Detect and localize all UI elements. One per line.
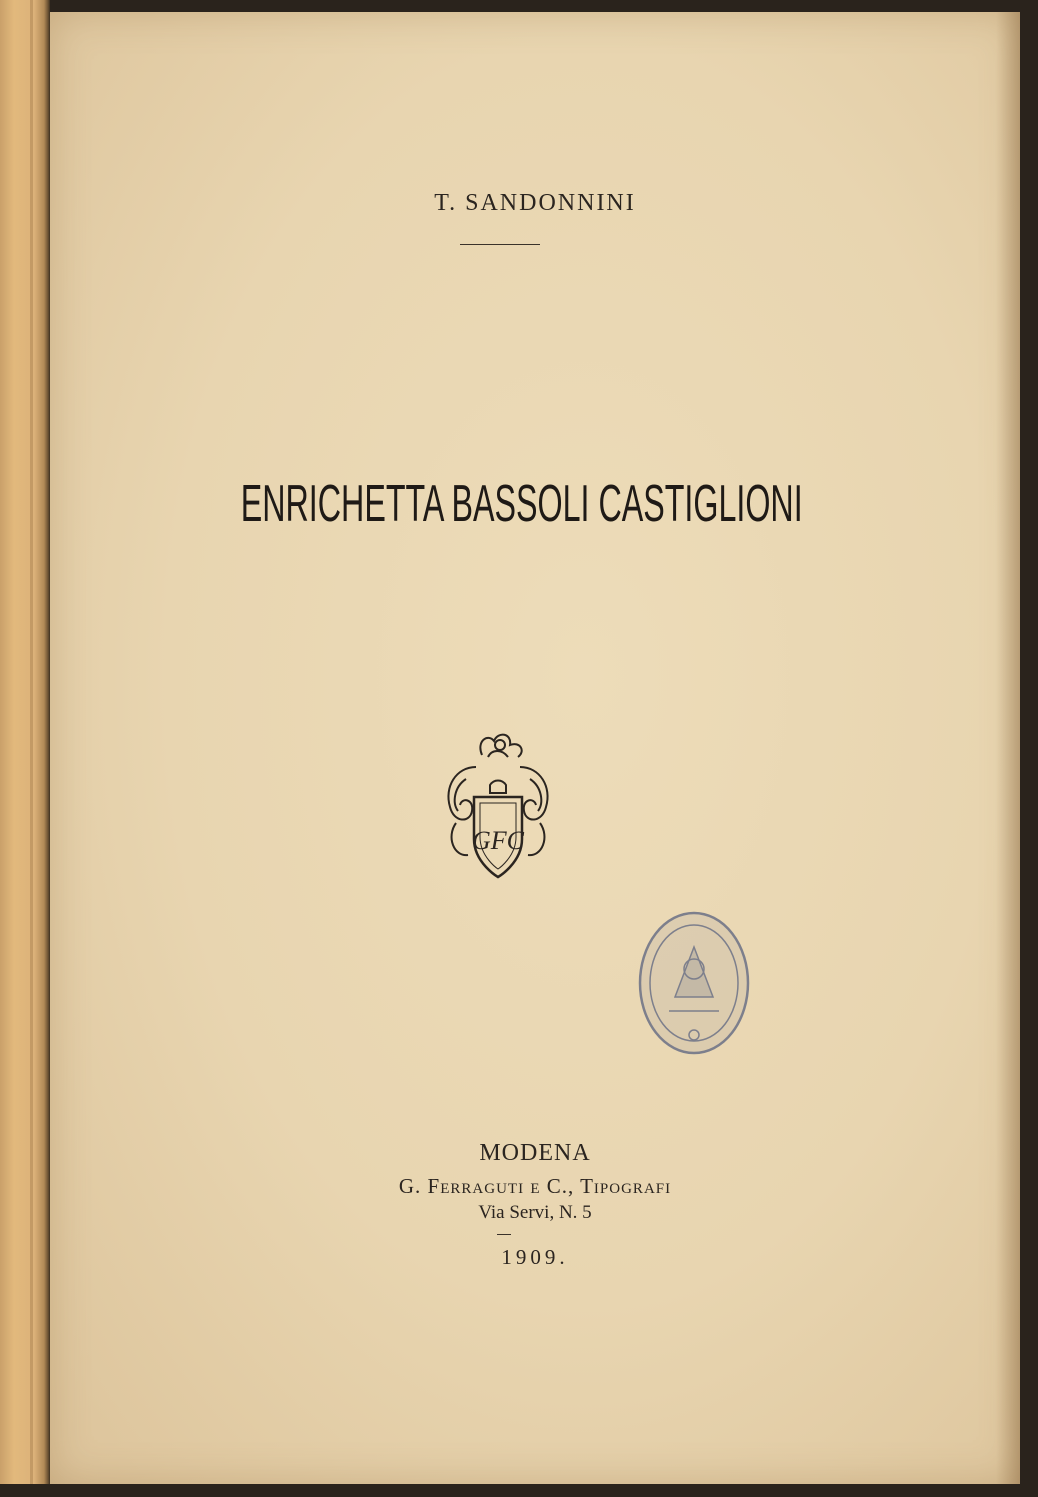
- imprint-year: 1909.: [501, 1245, 569, 1269]
- library-stamp-icon: [635, 907, 753, 1059]
- book-title: ENRICHETTA BASSOLI CASTIGLIONI: [240, 475, 803, 533]
- imprint-city: MODENA: [479, 1140, 591, 1166]
- emblem-monogram: GFC: [472, 826, 524, 855]
- printer-emblem-icon: [436, 727, 560, 887]
- book-spine: [0, 0, 50, 1497]
- imprint-printer: G. Ferraguti e C., Tipografi: [398, 1174, 672, 1198]
- author-name: T. SANDONNINI: [434, 190, 636, 216]
- scan-bottom-edge: [0, 1484, 1038, 1497]
- imprint-address: Via Servi, N. 5: [478, 1202, 592, 1223]
- author-rule: [460, 244, 540, 245]
- title-page: [50, 12, 1020, 1484]
- imprint-dash: [497, 1234, 511, 1235]
- spine-fold: [30, 0, 33, 1497]
